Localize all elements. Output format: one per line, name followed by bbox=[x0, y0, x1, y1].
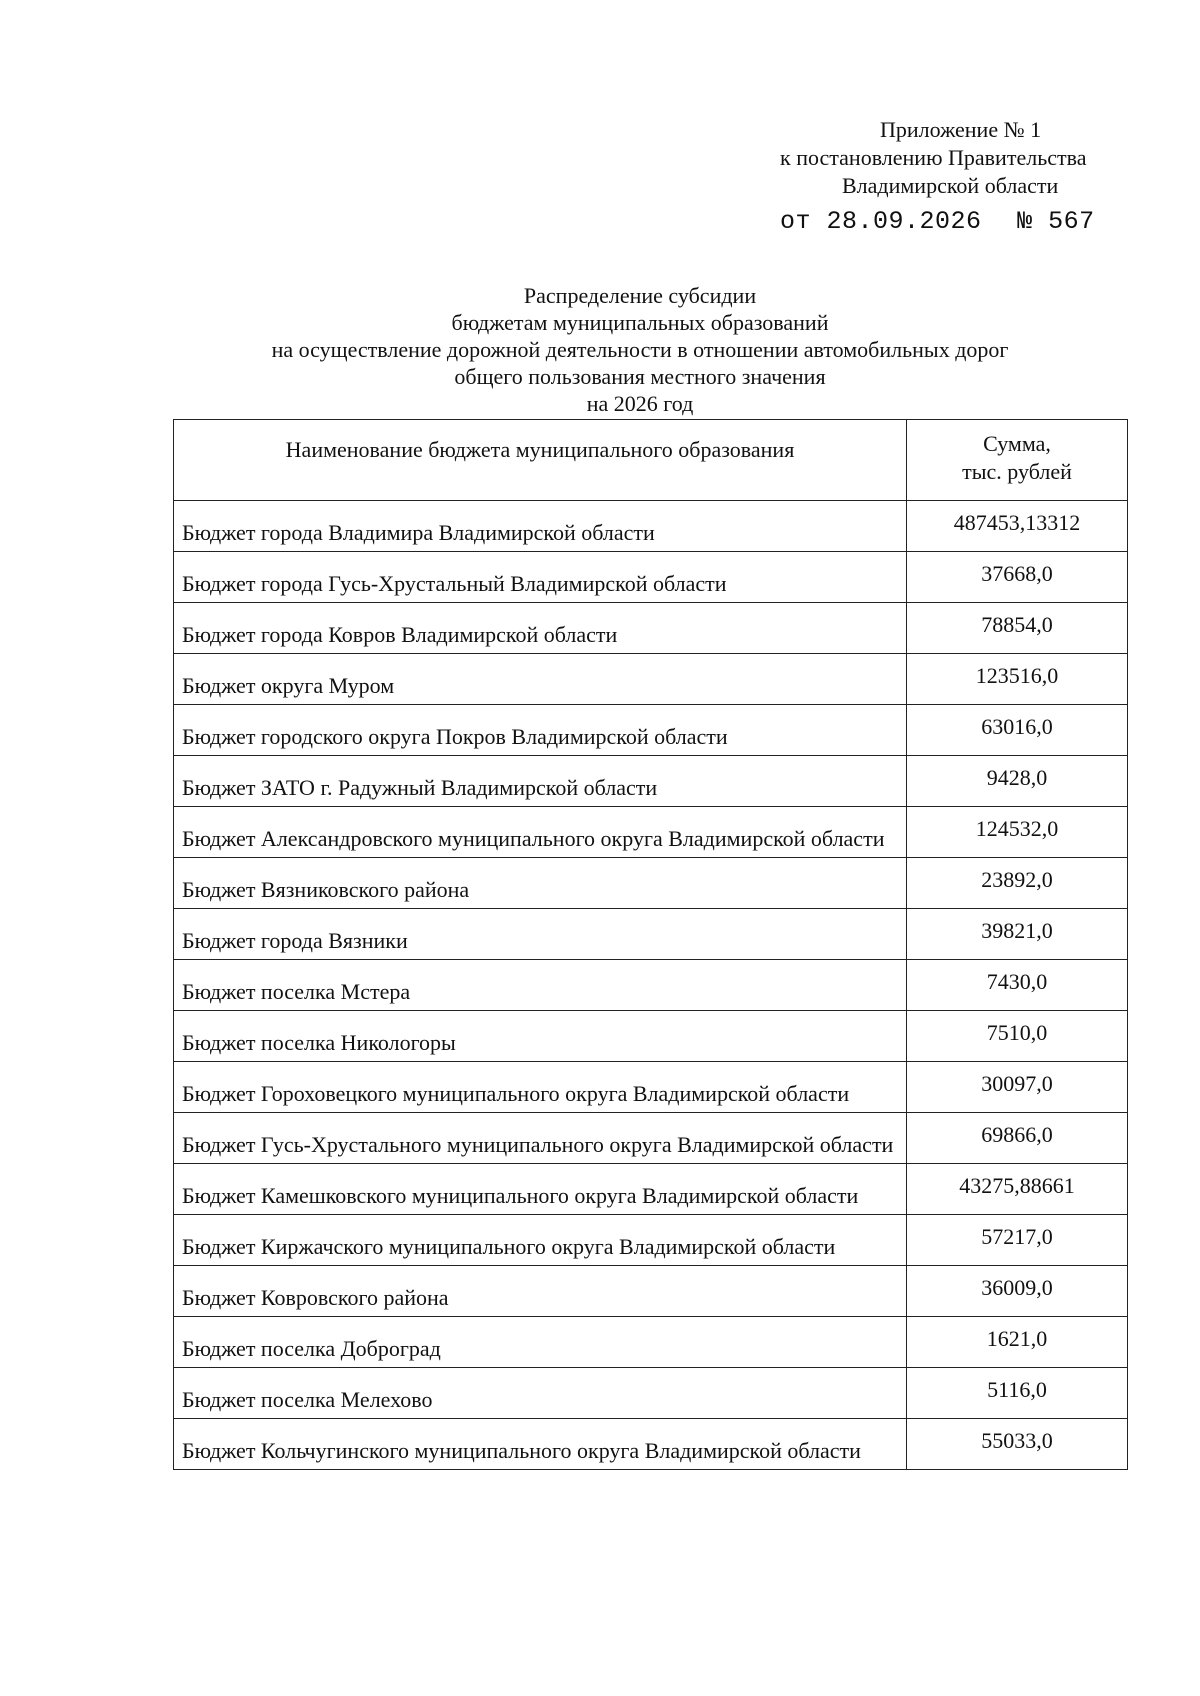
budget-name: Бюджет поселка Мстера bbox=[174, 960, 907, 1011]
budget-name: Бюджет Киржачского муниципального округа Владимирской области bbox=[174, 1215, 907, 1266]
appendix-block bbox=[780, 116, 1140, 236]
table-row bbox=[174, 1317, 1128, 1368]
table-row bbox=[174, 1164, 1128, 1215]
budget-sum: 123516,0 bbox=[907, 654, 1128, 705]
budget-name: Бюджет городского округа Покров Владимирской области bbox=[174, 705, 907, 756]
table-row bbox=[174, 501, 1128, 552]
document-title bbox=[160, 282, 1120, 417]
budget-sum: 124532,0 bbox=[907, 807, 1128, 858]
budget-name: Бюджет поселка Никологоры bbox=[174, 1011, 907, 1062]
table-row bbox=[174, 1266, 1128, 1317]
budget-sum: 23892,0 bbox=[907, 858, 1128, 909]
budget-sum: 57217,0 bbox=[907, 1215, 1128, 1266]
budget-sum: 37668,0 bbox=[907, 552, 1128, 603]
title-line: Распределение субсидии bbox=[523, 283, 757, 308]
header-sum-unit: тыс. рублей bbox=[962, 459, 1072, 484]
budget-sum: 30097,0 bbox=[907, 1062, 1128, 1113]
budget-name: Бюджет Гороховецкого муниципального округа Владимирской области bbox=[174, 1062, 907, 1113]
budget-sum: 5116,0 bbox=[907, 1368, 1128, 1419]
budget-sum: 69866,0 bbox=[907, 1113, 1128, 1164]
budget-name: Бюджет поселка Мелехово bbox=[174, 1368, 907, 1419]
budget-name: Бюджет Камешковского муниципального округа Владимирской области bbox=[174, 1164, 907, 1215]
header-sum bbox=[907, 420, 1128, 501]
appendix-region: Владимирской области bbox=[842, 173, 1059, 198]
table-row bbox=[174, 858, 1128, 909]
table-row bbox=[174, 705, 1128, 756]
appendix-title: Приложение № 1 bbox=[880, 117, 1042, 142]
budget-name: Бюджет города Гусь-Хрустальный Владимирской области bbox=[174, 552, 907, 603]
table-row bbox=[174, 1113, 1128, 1164]
title-line: на осуществление дорожной деятельности в отношении автомобильных дорог bbox=[271, 337, 1009, 362]
header-name: Наименование бюджета муниципального образования bbox=[174, 420, 907, 501]
resolution-date: 28.09.2026 bbox=[826, 207, 982, 236]
budget-sum: 487453,13312 bbox=[907, 501, 1128, 552]
budget-name: Бюджет Вязниковского района bbox=[174, 858, 907, 909]
budget-name: Бюджет поселка Доброград bbox=[174, 1317, 907, 1368]
resolution-number: 567 bbox=[1048, 207, 1095, 236]
table-row bbox=[174, 1215, 1128, 1266]
table-row bbox=[174, 756, 1128, 807]
budget-name: Бюджет округа Муром bbox=[174, 654, 907, 705]
table-header-row bbox=[174, 420, 1128, 501]
number-label: № bbox=[1017, 207, 1033, 236]
budget-sum: 7510,0 bbox=[907, 1011, 1128, 1062]
table-row bbox=[174, 1419, 1128, 1470]
table-row bbox=[174, 960, 1128, 1011]
budget-sum: 55033,0 bbox=[907, 1419, 1128, 1470]
table-row bbox=[174, 807, 1128, 858]
header-sum-label: Сумма, bbox=[983, 431, 1051, 456]
appendix-reference: к постановлению Правительства bbox=[780, 145, 1087, 170]
budget-name: Бюджет Кольчугинского муниципального округа Владимирской области bbox=[174, 1419, 907, 1470]
resolution-date-line bbox=[780, 208, 1140, 236]
title-line: общего пользования местного значения bbox=[454, 364, 826, 389]
budget-sum: 78854,0 bbox=[907, 603, 1128, 654]
budget-sum: 43275,88661 bbox=[907, 1164, 1128, 1215]
table-row bbox=[174, 909, 1128, 960]
budget-name: Бюджет Ковровского района bbox=[174, 1266, 907, 1317]
table-row bbox=[174, 603, 1128, 654]
budget-sum: 36009,0 bbox=[907, 1266, 1128, 1317]
title-line: на 2026 год bbox=[586, 391, 694, 416]
budget-name: Бюджет Александровского муниципального округа Владимирской области bbox=[174, 807, 907, 858]
budget-name: Бюджет города Владимира Владимирской области bbox=[174, 501, 907, 552]
table-row bbox=[174, 552, 1128, 603]
budget-sum: 9428,0 bbox=[907, 756, 1128, 807]
table-row bbox=[174, 1062, 1128, 1113]
budget-sum: 63016,0 bbox=[907, 705, 1128, 756]
table-row bbox=[174, 1368, 1128, 1419]
budget-sum: 7430,0 bbox=[907, 960, 1128, 1011]
title-line: бюджетам муниципальных образований bbox=[451, 310, 829, 335]
budget-sum: 1621,0 bbox=[907, 1317, 1128, 1368]
date-prefix: от bbox=[780, 207, 812, 236]
budget-name: Бюджет ЗАТО г. Радужный Владимирской области bbox=[174, 756, 907, 807]
table-row bbox=[174, 654, 1128, 705]
budget-name: Бюджет Гусь-Хрустального муниципального округа Владимирской области bbox=[174, 1113, 907, 1164]
budget-name: Бюджет города Ковров Владимирской области bbox=[174, 603, 907, 654]
table-row bbox=[174, 1011, 1128, 1062]
budget-sum: 39821,0 bbox=[907, 909, 1128, 960]
budget-name: Бюджет города Вязники bbox=[174, 909, 907, 960]
subsidy-table bbox=[173, 419, 1128, 1470]
